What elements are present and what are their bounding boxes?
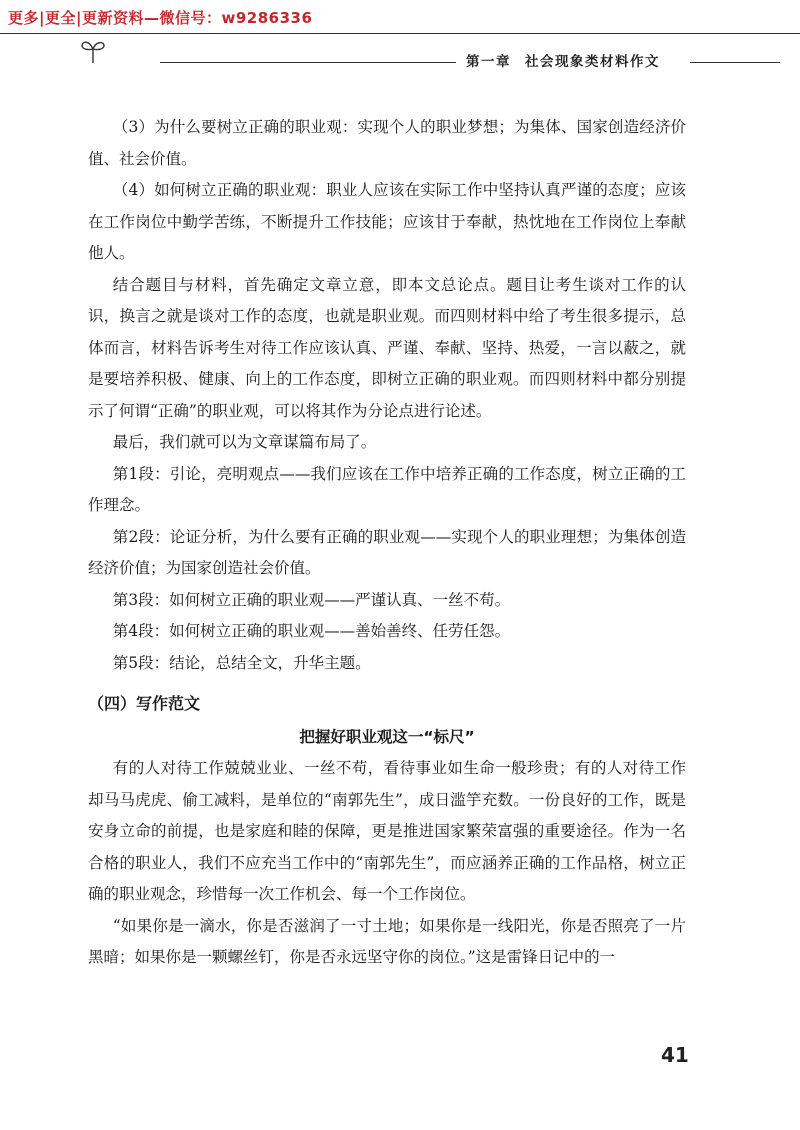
essay-title: 把握好职业观这一“标尺”	[299, 727, 475, 746]
chapter-number: 第一章	[466, 54, 511, 70]
page-number: 41	[661, 1043, 689, 1067]
point-3-paragraph: （3）为什么要树立正确的职业观：实现个人的职业梦想；为集体、国家创造经济价值、社会价值。	[88, 118, 686, 168]
layout-intro-paragraph: 最后，我们就可以为文章谋篇布局了。	[112, 433, 377, 451]
outline-item: 第5段：结论，总结全文，升华主题。	[112, 653, 371, 672]
page-body	[88, 112, 686, 974]
outline-item: 第3段：如何树立正确的职业观——严谨认真、一丝不苟。	[112, 590, 511, 609]
essay-paragraph: 有的人对待工作兢兢业业、一丝不苟，看待事业如生命一般珍贵；有的人对待工作却马马虎虎、偷工减料，是单位的“南郭先生”，成日滥竽充数。一份良好的工作，既是安身立命的前提，也是家庭和睦的保障，更是推进国家繁荣富强的重要途径。作为一名合格的职业人，我们不应充当工作中的“南郭先生”，而应涵养正确的工作品格，树立正确的职业观念，珍惜每一次工作机会、每一个工作岗位。	[88, 759, 686, 903]
essay-paragraph: “如果你是一滴水，你是否滋润了一寸土地；如果你是一线阳光，你是否照亮了一片黑暗；如果你是一颗螺丝钉，你是否永远坚守你的岗位。”这是雷锋日记中的一	[88, 916, 686, 966]
header-rule-left	[160, 62, 456, 63]
top-divider	[0, 33, 800, 34]
section-heading: （四）写作范文	[88, 694, 201, 713]
sprout-icon	[80, 36, 106, 64]
outline-item: 第4段：如何树立正确的职业观——善始善终、任劳任怨。	[112, 622, 511, 640]
watermark-text: 更多|更全|更新资料—微信号：w9286336	[8, 9, 313, 27]
outline-item: 第2段：论证分析，为什么要有正确的职业观——实现个人的职业理想；为集体创造经济价值；为国家创造社会价值。	[88, 527, 686, 577]
analysis-paragraph: 结合题目与材料，首先确定文章立意，即本文总论点。题目让考生谈对工作的认识，换言之就是谈对工作的态度，也就是职业观。而四则材料中给了考生很多提示，总体而言，材料告诉考生对待工作应该认真、严谨、奉献、坚持、热爱，一言以蔽之，就是要培养积极、健康、向上的工作态度，即树立正确的职业观。而四则材料中都分别提示了何谓“正确”的职业观，可以将其作为分论点进行论述。	[88, 275, 686, 420]
outline-item: 第1段：引论，亮明观点——我们应该在工作中培养正确的工作态度，树立正确的工作理念。	[88, 464, 686, 514]
header-rule-right	[690, 62, 780, 63]
chapter-title: 社会现象类材料作文	[525, 54, 660, 70]
running-header	[466, 50, 660, 70]
point-4-paragraph: （4）如何树立正确的职业观：职业人应该在实际工作中坚持认真严谨的态度；应该在工作岗位中勤学苦练，不断提升工作技能；应该甘于奉献，热忱地在工作岗位上奉献他人。	[88, 181, 686, 262]
